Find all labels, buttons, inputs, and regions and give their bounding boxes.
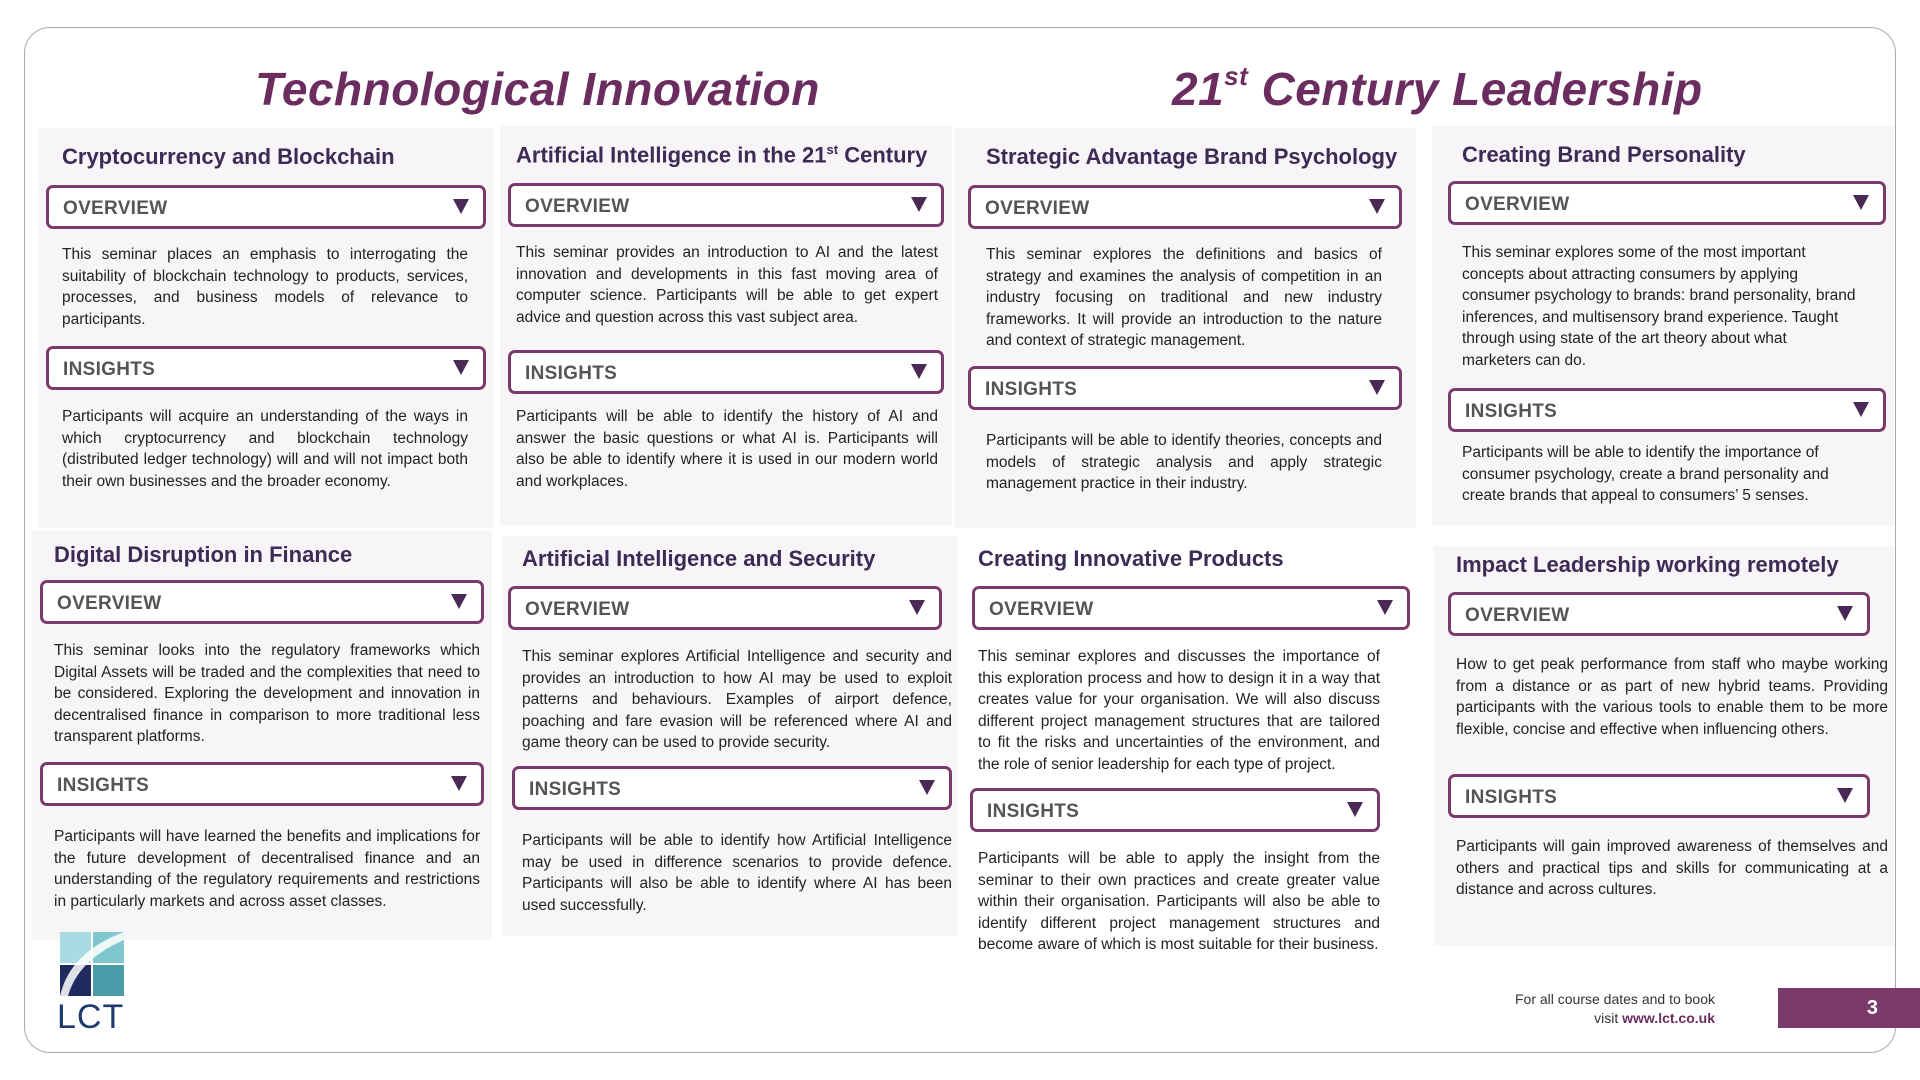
insights-label: INSIGHTS: [1465, 401, 1558, 422]
insights-text: Participants will have learned the benefits and implications for the future development of decentralised finance and an understanding of the regulatory requirements and restrictions in particularly markets and across asset classes.: [54, 828, 480, 910]
chevron-down-icon: [451, 594, 467, 609]
overview-dropdown[interactable]: [1448, 181, 1886, 225]
page-number: 3: [1866, 997, 1878, 1019]
chevron-down-icon: [453, 199, 469, 214]
course-card-remote-leadership: [1434, 546, 1894, 946]
overview-label: OVERVIEW: [57, 593, 162, 614]
insights-dropdown[interactable]: [46, 346, 486, 390]
card-title: Cryptocurrency and Blockchain: [62, 144, 395, 169]
insights-text: Participants will be able to identify how Artificial Intelligence may be used in difference scenarios to provide defence. Participants will also be able to identify where AI has been used successfully.: [522, 832, 952, 914]
card-title: Creating Innovative Products: [978, 546, 1284, 571]
insights-text: Participants will gain improved awareness of themselves and others and practical tips and skills for communicating at a distance and across cultures.: [1456, 838, 1888, 898]
card-title: Artificial Intelligence and Security: [522, 546, 876, 571]
course-card-ai-security: [502, 536, 958, 936]
insights-dropdown[interactable]: [970, 788, 1380, 832]
overview-label: OVERVIEW: [525, 196, 630, 217]
chevron-down-icon: [911, 197, 927, 212]
chevron-down-icon: [1837, 788, 1853, 803]
overview-dropdown[interactable]: [968, 185, 1402, 229]
card-title: Strategic Advantage Brand Psychology: [986, 144, 1398, 169]
insights-dropdown[interactable]: [508, 350, 944, 394]
overview-label: OVERVIEW: [1465, 194, 1570, 215]
card-title: Artificial Intelligence in the 21st Century: [516, 142, 928, 168]
card-title: Creating Brand Personality: [1462, 142, 1746, 167]
overview-text: How to get peak performance from staff who maybe working from a distance or as part of new hybrid teams. Providing participants with the various tools to enable them to be more flexible, concise and effective when influencing others.: [1456, 656, 1888, 738]
card-title: Digital Disruption in Finance: [54, 542, 353, 567]
overview-text: This seminar explores Artificial Intelligence and security and provides an introduction to how AI may be used to exploit patterns and behaviours. Examples of airport defence, poaching and fare evasion will be referenced where AI and game theory can be used to provide security.: [522, 648, 952, 751]
overview-label: OVERVIEW: [525, 599, 630, 620]
chevron-down-icon: [1837, 606, 1853, 621]
booking-note-line2: visit www.lct.co.uk: [1594, 1010, 1715, 1026]
insights-dropdown[interactable]: [512, 766, 952, 810]
overview-dropdown[interactable]: [1448, 592, 1870, 636]
overview-text: This seminar explores and discusses the importance of this exploration process and how to design it in a way that creates value for your organisation. We will also discuss different project management structures that are tailored to fit the risks and uncertainties of the environment, and the role of senior leadership for each type of project.: [978, 648, 1380, 773]
overview-label: OVERVIEW: [1465, 605, 1570, 626]
insights-dropdown[interactable]: [1448, 774, 1870, 818]
overview-dropdown[interactable]: [972, 586, 1410, 630]
overview-text: This seminar looks into the regulatory frameworks which Digital Assets will be traded and the complexities that need to be considered. Exploring the development and innovation in decentralised finance in comparison to more traditional less transparent platforms.: [54, 642, 480, 745]
booking-note-line1: For all course dates and to book: [1514, 991, 1715, 1007]
course-card-innovative-products: [960, 536, 1426, 956]
insights-label: INSIGHTS: [985, 379, 1078, 400]
chevron-down-icon: [1369, 199, 1385, 214]
lct-logo-icon: [60, 932, 124, 996]
insights-text: Participants will be able to apply the insight from the seminar to their own practices and create greater value within their organisation. Participants will also be able to identify different project management structures and become aware of which is most suitable for their business.: [978, 850, 1380, 953]
overview-label: OVERVIEW: [989, 599, 1094, 620]
page-number-tab: [1778, 988, 1920, 1028]
chevron-down-icon: [909, 600, 925, 615]
insights-text: Participants will be able to identify the importance of consumer psychology, create a brand personality and create brands that appeal to consumers’ 5 senses.: [1462, 444, 1829, 504]
insights-text: Participants will acquire an understanding of the ways in which cryptocurrency and blockchain technology (distributed ledger technology) will and will not impact both their own businesses and the broader economy.: [62, 408, 468, 490]
chevron-down-icon: [1369, 380, 1385, 395]
overview-dropdown[interactable]: [508, 586, 942, 630]
overview-text: This seminar places an emphasis to interrogating the suitability of blockchain technology to products, services, processes, and business models of relevance to participants.: [62, 246, 468, 328]
insights-label: INSIGHTS: [525, 363, 618, 384]
overview-dropdown[interactable]: [46, 185, 486, 229]
booking-note: [1515, 990, 1715, 1028]
section-title-right: 21st Century Leadership: [1172, 60, 1703, 115]
overview-dropdown[interactable]: [508, 183, 944, 227]
insights-dropdown[interactable]: [1448, 388, 1886, 432]
insights-label: INSIGHTS: [63, 359, 156, 380]
course-card-brand-psychology: [954, 128, 1416, 528]
section-title-left: Technological Innovation: [255, 63, 820, 115]
insights-dropdown[interactable]: [40, 762, 484, 806]
chevron-down-icon: [919, 780, 935, 795]
course-card-crypto: [38, 128, 494, 528]
insights-label: INSIGHTS: [529, 779, 622, 800]
insights-text: Participants will be able to identify the history of AI and answer the basic questions or what AI is. Participants will also be able to identify where it is used in our modern world and workplaces.: [516, 408, 938, 490]
course-card-brand-personality: [1432, 126, 1894, 526]
overview-text: This seminar explores some of the most important concepts about attracting consumers by applying consumer psychology to brands: brand personality, brand inferences, and multisensory brand experience. Taught through using state of the art theory about what marketers can do.: [1462, 244, 1856, 369]
overview-text: This seminar explores the definitions and basics of strategy and examines the analysis of competition in an industry focusing on traditional and new industry frameworks. It will provide an introduction to the nature and context of strategic management.: [986, 246, 1382, 349]
overview-text: This seminar provides an introduction to AI and the latest innovation and developments in this fast moving area of computer science. Participants will be able to get expert advice and question across this vast subject area.: [516, 244, 938, 326]
card-title: Impact Leadership working remotely: [1456, 552, 1839, 577]
insights-label: INSIGHTS: [987, 801, 1080, 822]
chevron-down-icon: [911, 364, 927, 379]
insights-text: Participants will be able to identify theories, concepts and models of strategic analysis and apply strategic management practice in their industry.: [986, 432, 1382, 492]
insights-label: INSIGHTS: [1465, 787, 1558, 808]
insights-label: INSIGHTS: [57, 775, 150, 796]
chevron-down-icon: [1377, 600, 1393, 615]
website-link[interactable]: www.lct.co.uk: [1622, 1010, 1715, 1026]
overview-dropdown[interactable]: [40, 580, 484, 624]
logo-text: LCT: [57, 998, 125, 1036]
overview-label: OVERVIEW: [63, 198, 168, 219]
chevron-down-icon: [1347, 802, 1363, 817]
course-card-ai-21st-century: [500, 126, 952, 526]
chevron-down-icon: [1853, 195, 1869, 210]
chevron-down-icon: [453, 360, 469, 375]
course-card-digital-disruption: [32, 530, 492, 940]
chevron-down-icon: [451, 776, 467, 791]
chevron-down-icon: [1853, 402, 1869, 417]
insights-dropdown[interactable]: [968, 366, 1402, 410]
overview-label: OVERVIEW: [985, 198, 1090, 219]
